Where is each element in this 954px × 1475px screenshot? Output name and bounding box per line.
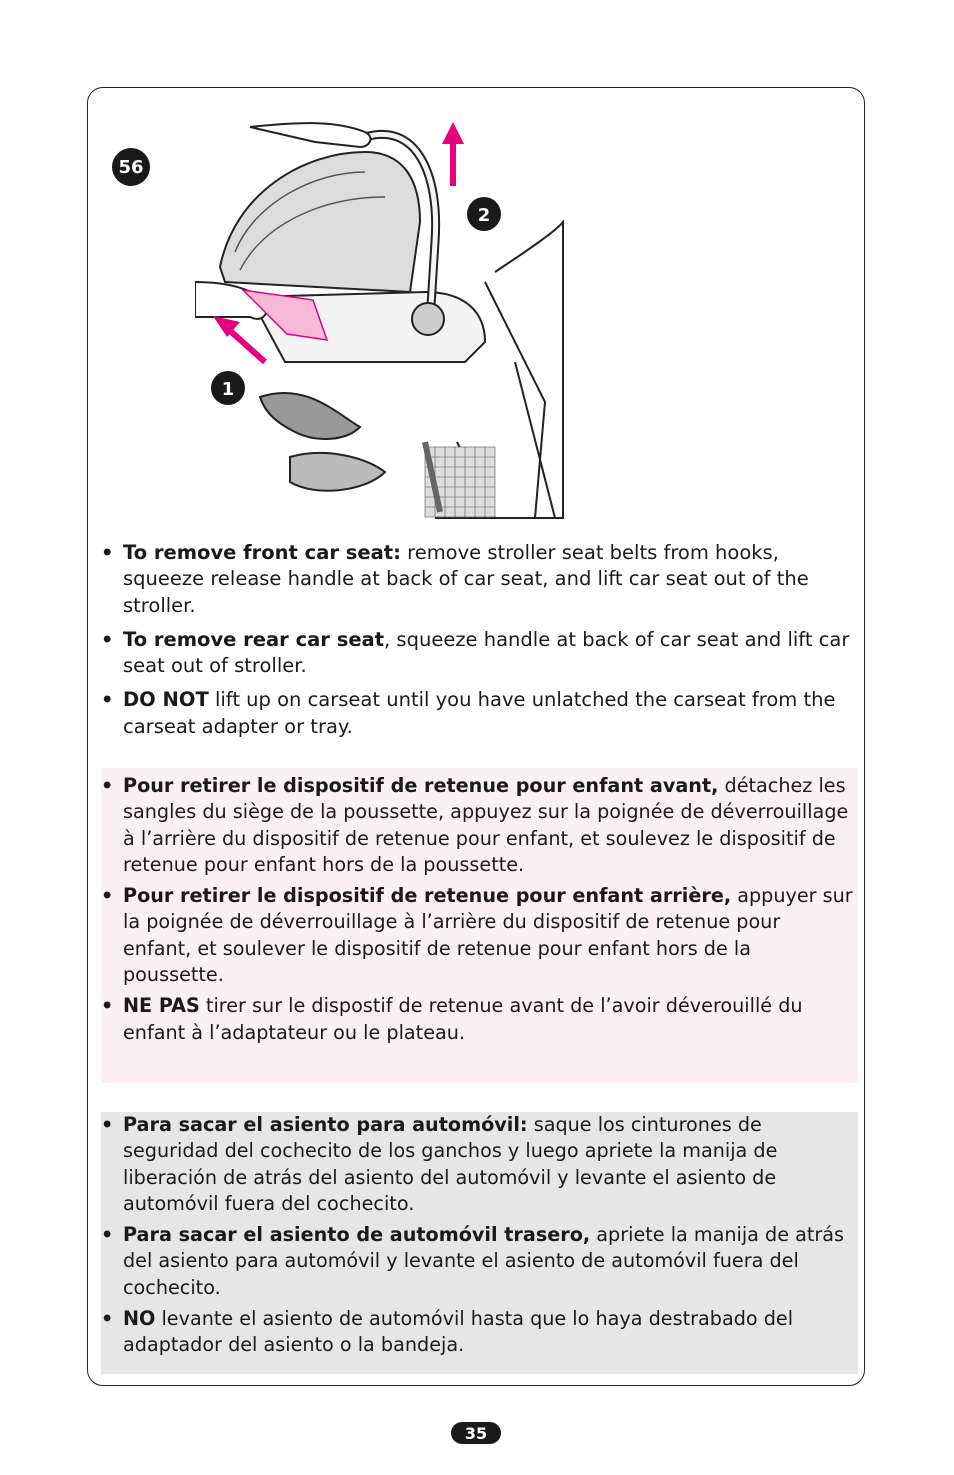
item-heading: NO [123, 1307, 156, 1331]
step-1-label: 1 [221, 379, 235, 400]
bullet: • [101, 774, 114, 797]
list-item [101, 627, 854, 680]
list-item [101, 773, 854, 878]
bullet: • [101, 627, 114, 651]
item-text: tirer sur le dispostif de retenue avant de l’avoir déverouillé du enfant à l’adaptateur ou le plateau. [123, 994, 803, 1044]
bullet: • [101, 1113, 114, 1136]
item-heading: Para sacar el asiento de automóvil trasero, [123, 1223, 591, 1247]
item-heading: NE PAS [123, 994, 200, 1018]
item-text: levante el asiento de automóvil hasta que lo haya destrabado del adaptador del asiento o la bandeja. [123, 1307, 794, 1357]
bullet: • [101, 688, 114, 712]
list-item [101, 1222, 854, 1301]
item-heading: Pour retirer le dispositif de retenue pour enfant avant, [123, 774, 719, 797]
bullet: • [101, 884, 114, 908]
item-text: remove stroller seat belts from hooks, squeeze release handle at back of car seat, and lift car seat out of the stroller. [123, 541, 809, 617]
bullet: • [101, 994, 114, 1018]
item-text: , squeeze handle at back of car seat and lift car seat out of stroller. [123, 627, 850, 678]
car-seat-removal-illustration [195, 112, 565, 522]
list-item [101, 1112, 854, 1217]
step-2-label: 2 [477, 205, 491, 226]
list-item [101, 1306, 854, 1359]
item-text: saque los cinturones de seguridad del cochecito de los ganchos y luego apriete la manija de liberación de atrás del asiento del automóvil y levante el asiento de automóvil fuera del cochecito. [123, 1113, 778, 1215]
page-number: 35 [451, 1422, 501, 1444]
spanish-instructions [101, 1112, 858, 1374]
french-instructions [101, 768, 858, 1083]
item-heading: Pour retirer le dispositif de retenue pour enfant arrière, [123, 884, 732, 908]
item-heading: To remove rear car seat [123, 627, 385, 651]
item-heading: DO NOT [123, 688, 209, 712]
item-text: appuyer sur la poignée de déverrouillage à l’arrière du dispositif de retenue pour enfant, et soulever le dispositif de retenue pour enfant hors de la poussette. [123, 884, 853, 987]
bullet: • [101, 1223, 114, 1247]
item-text: détachez les sangles du siège de la poussette, appuyez sur la poignée de déverrouillage à l’arrière du dispositif de retenue pour enfant, et soulevez le dispositif de retenue pour enfant hors de la poussette. [123, 774, 849, 876]
item-heading: Para sacar el asiento para automóvil: [123, 1113, 528, 1136]
bullet: • [101, 541, 114, 564]
item-heading: To remove front car seat: [123, 541, 401, 564]
english-instructions [101, 540, 858, 748]
item-text: apriete la manija de atrás del asiento para automóvil y levante el asiento de automóvil fuera del cochecito. [123, 1223, 845, 1299]
figure-number-badge: 56 [112, 148, 150, 186]
item-text: lift up on carseat until you have unlatched the carseat from the carseat adapter or tray. [123, 688, 836, 738]
list-item [101, 993, 854, 1046]
list-item [101, 540, 854, 619]
list-item [101, 687, 854, 740]
bullet: • [101, 1307, 114, 1331]
list-item [101, 883, 854, 988]
